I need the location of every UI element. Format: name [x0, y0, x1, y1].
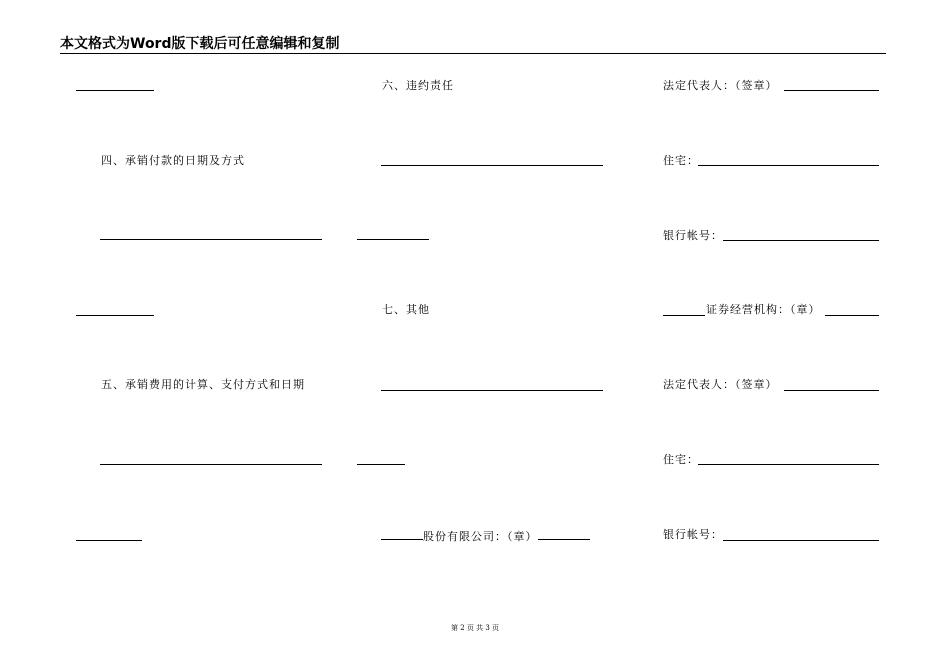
company-seal-label: 股份有限公司：（章） [423, 530, 538, 543]
blank-line [381, 528, 423, 540]
blank-line [723, 240, 879, 241]
document-header: 本文格式为Word版下载后可任意编辑和复制 [60, 35, 886, 54]
blank-line [784, 390, 879, 391]
address-label-1: 住宅： [663, 154, 699, 167]
blank-line [538, 528, 590, 540]
blank-line [825, 315, 879, 316]
legal-rep-label-2: 法定代表人：（签章） [663, 378, 778, 391]
blank-line [357, 239, 429, 240]
blank-line [784, 90, 879, 91]
bank-account-label-1: 银行帐号： [663, 229, 723, 242]
section-four-heading: 四、承销付款的日期及方式 [101, 154, 245, 167]
address-label-2: 住宅： [663, 453, 699, 466]
section-six-heading: 六、违约责任 [382, 79, 454, 92]
legal-rep-label-1: 法定代表人：（签章） [663, 79, 778, 92]
blank-line [381, 165, 603, 166]
blank-line [100, 239, 322, 240]
blank-line [76, 90, 154, 91]
blank-line [100, 464, 322, 465]
securities-seal-label: 证券经营机构：（章） [706, 303, 821, 316]
blank-line [698, 165, 879, 166]
blank-line [357, 464, 405, 465]
section-seven-heading: 七、其他 [382, 303, 430, 316]
blank-line [723, 540, 879, 541]
blank-line [76, 315, 154, 316]
blank-line [698, 464, 879, 465]
company-seal-row [381, 528, 590, 544]
bank-account-label-2: 银行帐号： [663, 528, 723, 541]
blank-line [663, 315, 705, 316]
blank-line [381, 390, 603, 391]
section-five-heading: 五、承销费用的计算、支付方式和日期 [101, 378, 305, 391]
page-number: 第 2 页 共 3 页 [450, 624, 500, 632]
blank-line [76, 540, 142, 541]
